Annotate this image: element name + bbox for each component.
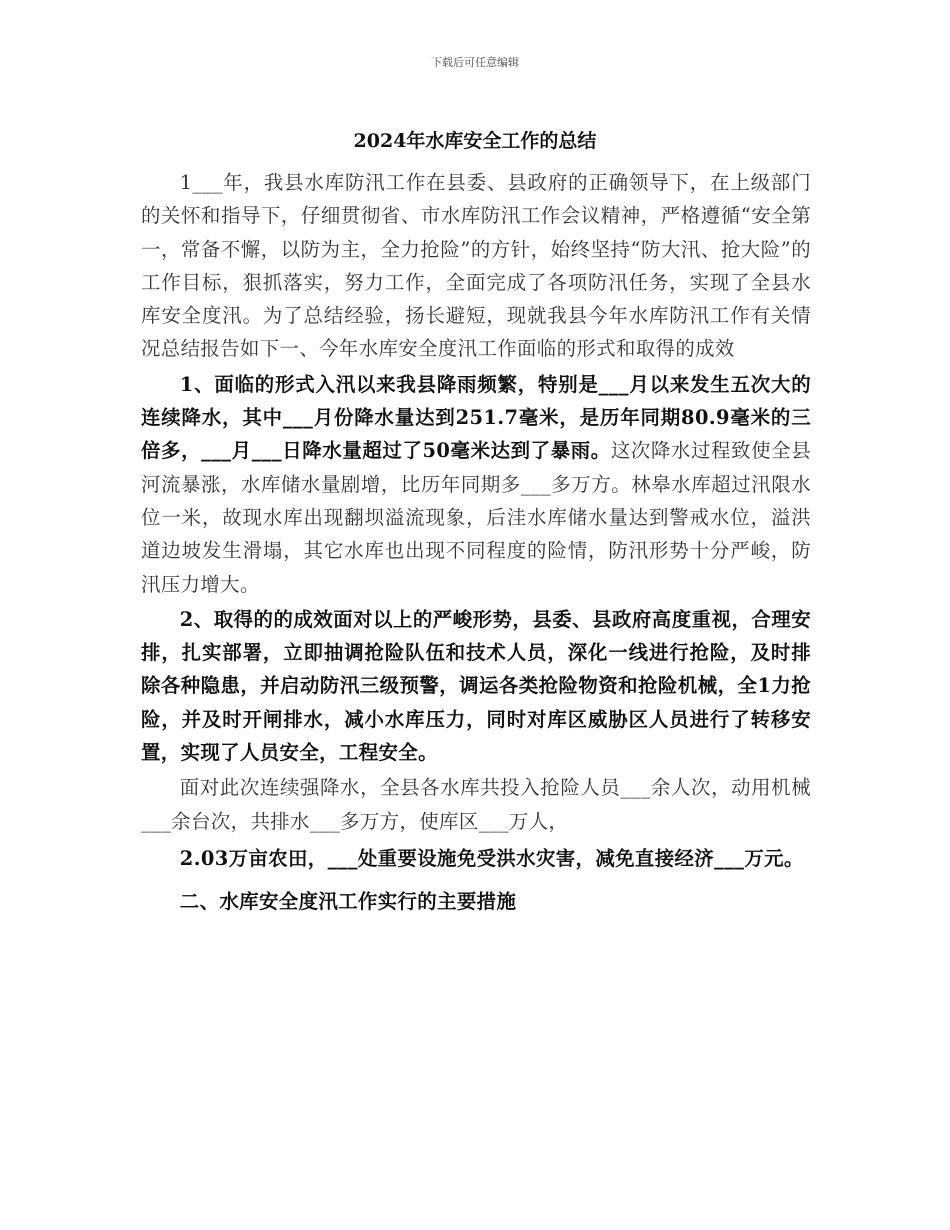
- document-body: [141, 166, 811, 919]
- paragraph-results: 2、取得的的成效面对以上的严峻形势，县委、县政府高度重视，合理安排，扎实部署，立即抽调抢险队伍和技术人员，深化一线进行抢险，及时排除各种隐患，并启动防汛三级预警，调运各类抢险物资和抢险机械，全1力抢险，并及时开闸排水，减小水库压力，同时对库区威胁区人员进行了转移安置，实现了人员安全，工程安全。: [141, 607, 811, 765]
- document-title: 2024年水库安全工作的总结: [353, 130, 597, 152]
- paragraph-response: 面对此次连续强降水，全县各水库共投入抢险人员___余人次，动用机械___余台次，共排水___多万方，使库区___万人，: [141, 776, 811, 833]
- section-heading: 二、水库安全度汛工作实行的主要措施: [179, 890, 517, 914]
- situation-detail: 这次降水过程致使全县河流暴涨，水库储水量剧增，比历年同期多___多万方。林皋水库超过汛限水位一米，故现水库出现翻坝溢流现象，后洼水库储水量达到警戒水位，溢洪道边坡发生滑塌，其它水库也出现不同程度的险情，防汛形势十分严峻，防汛压力增大。: [141, 439, 811, 596]
- paragraph-intro: 1___年，我县水库防汛工作在县委、县政府的正确领导下，在上级部门的关怀和指导下，仔细贯彻省、市水库防汛工作会议精神，严格遵循“安全第一，常备不懈，以防为主，全力抢险”的方针，始终坚持“防大汛、抢大险”的工作目标，狠抓落实，努力工作，全面完成了各项防汛任务，实现了全县水库安全度汛。为了总结经验，扬长避短，现就我县今年水库防汛工作有关情况总结报告如下一、今年水库安全度汛工作面临的形式和取得的成效: [141, 171, 811, 361]
- paragraph-outcome: 2.03万亩农田，___处重要设施免受洪水灾害，减免直接经济___万元。: [179, 846, 804, 870]
- situation-lead: 1、面临的形式入汛以来我县降雨频繁，特别是___月以来发生五次大的连续降水，其中___月份降水量达到251.7毫米，是历年同期80.9毫米的三倍多，___月___日降水量超过了50毫米达到了暴雨。: [141, 372, 811, 463]
- header-note: 下载后可任意编辑: [431, 56, 519, 69]
- paragraph-situation: [141, 368, 811, 601]
